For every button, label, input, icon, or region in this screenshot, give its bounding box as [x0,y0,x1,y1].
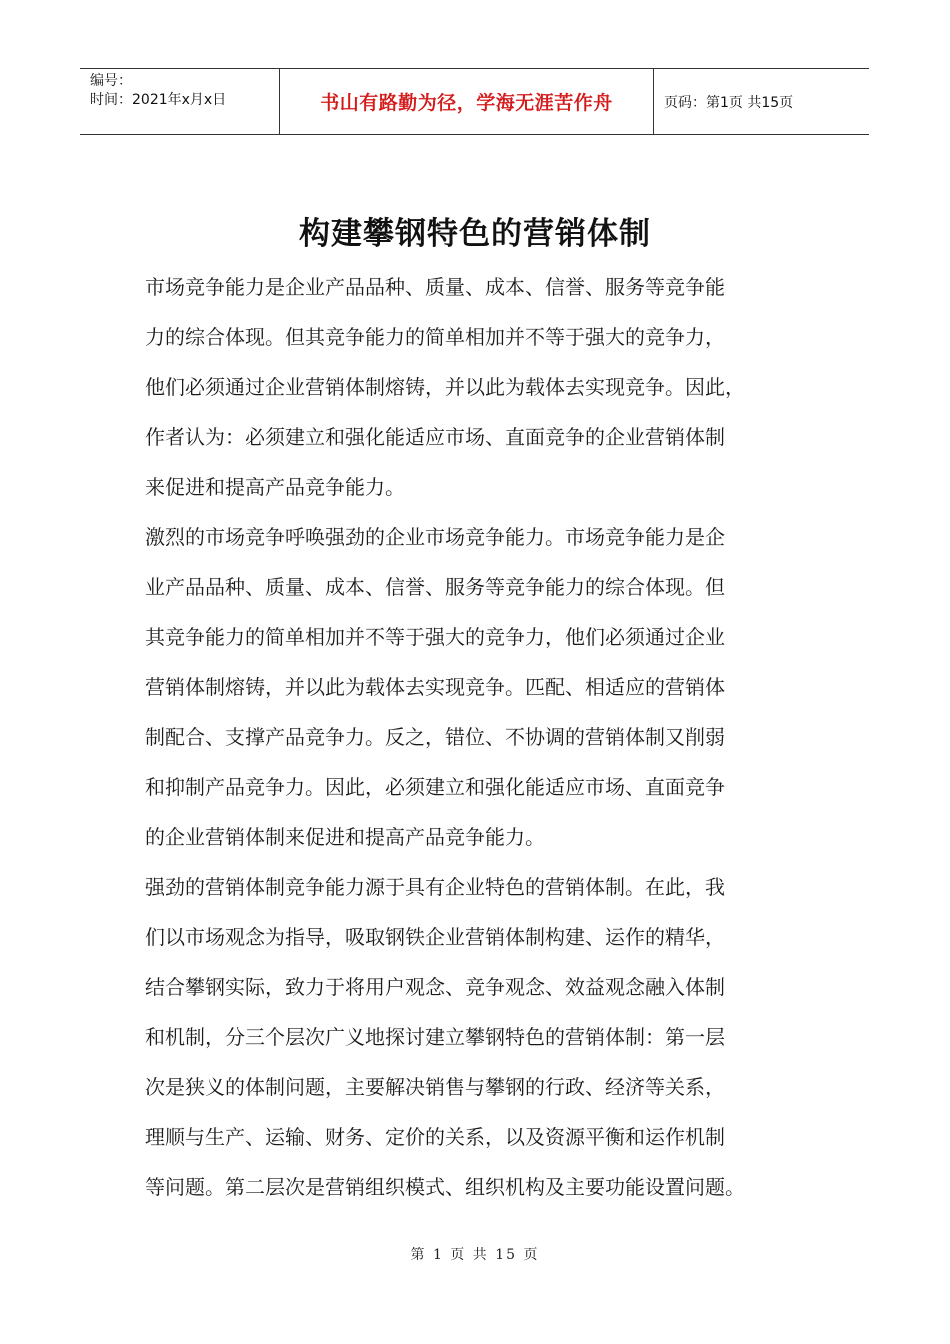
text-line: 激烈的市场竞争呼唤强劲的企业市场竞争能力。市场竞争能力是企 [145,525,725,549]
text-line: 和抑制产品竞争力。因此，必须建立和强化能适应市场、直面竞争 [145,775,725,799]
paragraph [145,512,825,862]
header-motto: 书山有路勤为径，学海无涯苦作舟 [280,69,654,134]
date-label: 时间：2021年x月x日 [90,92,227,108]
document-body [145,262,825,1212]
header-page-info: 页码：第1页 共15页 [664,94,794,111]
text-line: 们以市场观念为指导，吸取钢铁企业营销体制构建、运作的精华， [145,925,725,949]
text-line: 作者认为：必须建立和强化能适应市场、直面竞争的企业营销体制 [145,425,725,449]
text-line: 业产品品种、质量、成本、信誉、服务等竞争能力的综合体现。但 [145,575,725,599]
document-header [80,68,869,135]
text-line: 和机制，分三个层次广义地探讨建立攀钢特色的营销体制：第一层 [145,1025,725,1049]
header-meta [80,69,280,134]
text-line: 制配合、支撑产品竞争力。反之，错位、不协调的营销体制又削弱 [145,725,725,749]
text-line: 次是狭义的体制问题，主要解决销售与攀钢的行政、经济等关系， [145,1075,725,1099]
text-line: 来促进和提高产品竞争能力。 [145,475,405,499]
text-line: 营销体制熔铸，并以此为载体去实现竞争。匹配、相适应的营销体 [145,675,725,699]
text-line: 理顺与生产、运输、财务、定价的关系，以及资源平衡和运作机制 [145,1125,725,1149]
paragraph [145,262,825,512]
text-line: 结合攀钢实际，致力于将用户观念、竞争观念、效益观念融入体制 [145,975,725,999]
paragraph [145,862,825,1212]
text-line: 的企业营销体制来促进和提高产品竞争能力。 [145,825,545,849]
text-line: 市场竞争能力是企业产品品种、质量、成本、信誉、服务等竞争能 [145,275,725,299]
text-line: 其竞争能力的简单相加并不等于强大的竞争力，他们必须通过企业 [145,625,725,649]
text-line: 等问题。第二层次是营销组织模式、组织机构及主要功能设置问题。 [145,1175,745,1199]
page-footer: 第 1 页 共 15 页 [410,1247,540,1263]
text-line: 他们必须通过企业营销体制熔铸，并以此为载体去实现竞争。因此， [145,375,745,399]
text-line: 强劲的营销体制竞争能力源于具有企业特色的营销体制。在此，我 [145,875,725,899]
text-line: 力的综合体现。但其竞争能力的简单相加并不等于强大的竞争力， [145,325,725,349]
document-title: 构建攀钢特色的营销体制 [299,216,651,252]
number-label: 编号： [90,73,132,89]
